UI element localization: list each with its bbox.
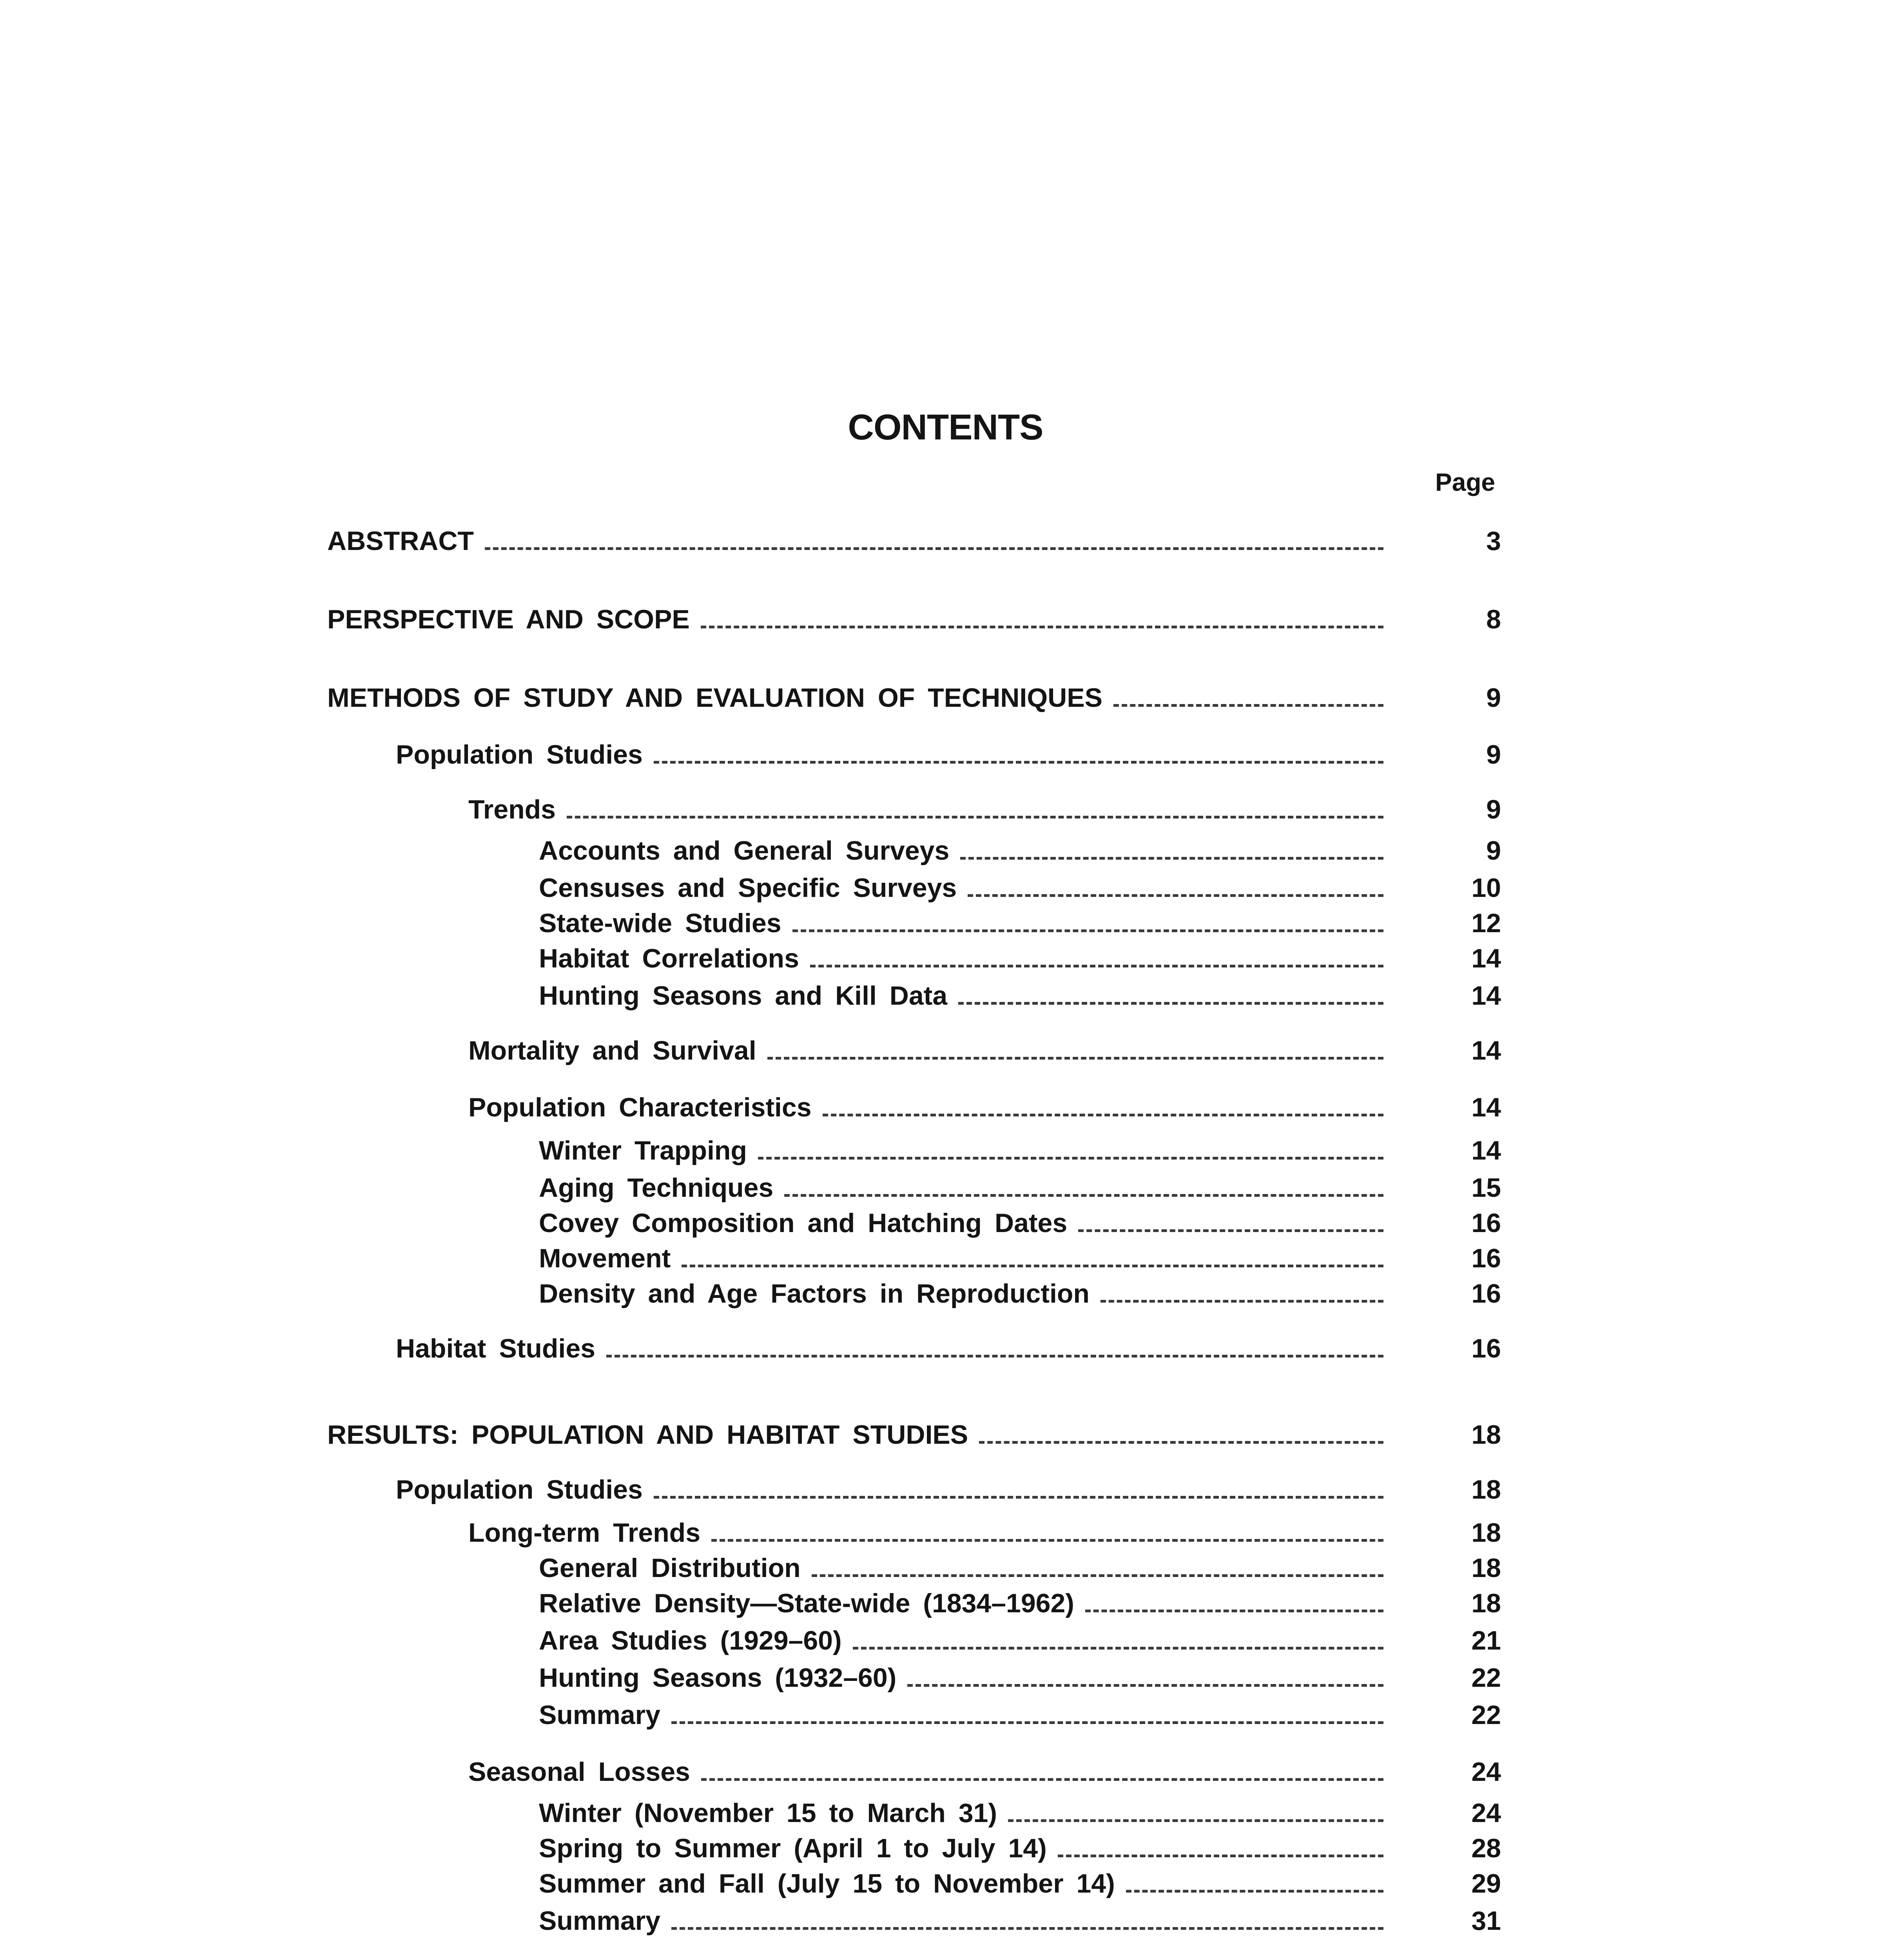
- toc-entry-page: 18: [1471, 1588, 1501, 1618]
- toc-entry-page: 18: [1471, 1420, 1501, 1450]
- toc-entry-label: ABSTRACT: [327, 526, 474, 556]
- toc-entry-label: State-wide Studies: [539, 908, 781, 938]
- toc-entry-label: Habitat Correlations: [539, 944, 799, 973]
- dot-leader: [758, 1157, 1383, 1160]
- toc-entry-page: 18: [1471, 1553, 1501, 1583]
- toc-entry-label: Seasonal Losses: [468, 1757, 690, 1787]
- toc-entry: [327, 678, 1501, 717]
- dot-leader: [485, 547, 1383, 550]
- dot-leader: [654, 761, 1383, 764]
- toc-entry-page: 22: [1471, 1700, 1501, 1730]
- toc-entry-label: Summer and Fall (July 15 to November 14): [539, 1869, 1115, 1898]
- dot-leader: [812, 1574, 1383, 1577]
- toc-entry-page: 12: [1471, 908, 1501, 938]
- toc-entry-label: Covey Composition and Hatching Dates: [539, 1208, 1068, 1238]
- dot-leader: [1113, 704, 1383, 707]
- toc-entry: [468, 1752, 1501, 1791]
- toc-entry-page: 31: [1471, 1906, 1501, 1936]
- toc-entry-label: Hunting Seasons and Kill Data: [539, 981, 948, 1011]
- dot-leader: [784, 1194, 1383, 1197]
- dot-leader: [1058, 1855, 1383, 1857]
- toc-entry: [539, 1864, 1501, 1903]
- toc-entry-label: [468, 1956, 823, 1960]
- toc-entry-page: 14: [1471, 944, 1501, 973]
- toc-entry-label: Trends: [468, 795, 556, 824]
- toc-entry: [539, 1695, 1501, 1735]
- toc-entry: [539, 1901, 1501, 1940]
- toc-entry-page: 14: [1471, 1036, 1501, 1065]
- toc-entry: [327, 1415, 1501, 1454]
- toc-entry-page: 16: [1471, 1243, 1501, 1273]
- toc-entry: [468, 1088, 1501, 1127]
- toc-entry-page: 18: [1471, 1475, 1501, 1504]
- toc-entry-label: Population Studies: [396, 1475, 643, 1504]
- dot-leader: [701, 626, 1383, 628]
- toc-entry-label: Mortality and Survival: [468, 1036, 756, 1065]
- toc-entry: [539, 1658, 1501, 1697]
- toc-entry-label: General Distribution: [539, 1553, 801, 1583]
- toc-entry-label: RESULTS: POPULATION AND HABITAT STUDIES: [327, 1420, 968, 1450]
- toc-entry-page: 22: [1471, 1663, 1501, 1693]
- toc-entry: [468, 1956, 1501, 1960]
- toc-entry: [468, 790, 1501, 829]
- dot-leader: [567, 816, 1383, 818]
- toc-entry-page: 14: [1471, 1136, 1501, 1165]
- toc-entry-label: Summary: [539, 1700, 660, 1730]
- dot-leader: [654, 1496, 1383, 1499]
- toc-entry-label: Censuses and Specific Surveys: [539, 873, 957, 903]
- dot-leader: [606, 1355, 1383, 1357]
- dot-leader: [823, 1114, 1383, 1116]
- toc-entry-page: 9: [1486, 795, 1501, 824]
- toc-entry-label: Population Characteristics: [468, 1093, 812, 1122]
- dot-leader: [810, 965, 1383, 967]
- toc-entry-label: Aging Techniques: [539, 1173, 774, 1203]
- toc-entry-page: 16: [1471, 1334, 1501, 1363]
- toc-entry: [539, 939, 1501, 978]
- toc-entry-page: 16: [1471, 1279, 1501, 1308]
- toc-entry: [539, 1168, 1501, 1207]
- toc-entry: [539, 1548, 1501, 1588]
- toc-entry-label: Area Studies (1929–60): [539, 1626, 842, 1655]
- dot-leader: [701, 1778, 1383, 1781]
- toc-entry: [396, 1470, 1501, 1509]
- toc-entry: [539, 1274, 1501, 1313]
- dot-leader: [767, 1057, 1383, 1060]
- dot-leader: [907, 1684, 1383, 1687]
- toc-entry: [468, 1513, 1501, 1552]
- toc-entry-label: Population Studies: [396, 740, 643, 769]
- toc-entry-page: 10: [1471, 873, 1501, 903]
- dot-leader: [671, 1721, 1383, 1724]
- toc-entry-page: 18: [1471, 1518, 1501, 1548]
- dot-leader: [968, 894, 1383, 897]
- toc-entry-label: Hunting Seasons (1932–60): [539, 1663, 897, 1693]
- toc-entry: [327, 600, 1501, 639]
- toc-entry-page: 9: [1486, 836, 1501, 866]
- toc-entry-page: 14: [1471, 1093, 1501, 1122]
- toc-entry-label: Movement: [539, 1243, 671, 1273]
- toc-entry-page: 8: [1486, 604, 1501, 634]
- dot-leader: [853, 1647, 1383, 1650]
- toc-entry-label: Winter (November 15 to March 31): [539, 1798, 997, 1828]
- toc-entry: [539, 904, 1501, 943]
- toc-entry-page: 16: [1471, 1208, 1501, 1238]
- dot-leader: [1085, 1610, 1383, 1612]
- toc-entry: [539, 831, 1501, 870]
- toc-entry-label: Accounts and General Surveys: [539, 836, 950, 866]
- toc-entry-page: 28: [1471, 1833, 1501, 1863]
- toc-entry-page: 9: [1486, 683, 1501, 713]
- dot-leader: [682, 1265, 1383, 1267]
- dot-leader: [1078, 1229, 1383, 1232]
- dot-leader: [1101, 1300, 1383, 1303]
- toc-entry-label: PERSPECTIVE AND SCOPE: [327, 604, 690, 634]
- dot-leader: [711, 1539, 1383, 1542]
- toc-entry-label: Habitat Studies: [396, 1334, 595, 1363]
- toc-entry-page: 9: [1486, 740, 1501, 769]
- toc-entry-label: Spring to Summer (April 1 to July 14): [539, 1833, 1047, 1863]
- toc-entry-page: 21: [1471, 1626, 1501, 1655]
- toc-entry-label: Summary: [539, 1906, 660, 1936]
- page-column-header: Page: [1435, 468, 1495, 496]
- toc-entry: [539, 1829, 1501, 1868]
- toc-entry-label: Long-term Trends: [468, 1518, 701, 1548]
- dot-leader: [979, 1441, 1383, 1444]
- toc-entry-label: Density and Age Factors in Reproduction: [539, 1279, 1090, 1308]
- toc-entry: [396, 735, 1501, 774]
- dot-leader: [1126, 1890, 1383, 1893]
- toc-entry-page: 24: [1471, 1757, 1501, 1787]
- toc-entry-page: 3: [1486, 526, 1501, 556]
- toc-entry-page: [1383, 1956, 1501, 1960]
- dot-leader: [671, 1927, 1383, 1930]
- toc-entry: [539, 1793, 1501, 1833]
- toc-entry: [539, 1203, 1501, 1243]
- toc-entry-page: 14: [1471, 981, 1501, 1011]
- toc-entry: [539, 976, 1501, 1015]
- dot-leader: [792, 929, 1383, 932]
- toc-entry-label: METHODS OF STUDY AND EVALUATION OF TECHNIQUES: [327, 683, 1102, 713]
- toc-entry: [539, 1584, 1501, 1623]
- toc-entry: [539, 868, 1501, 907]
- toc-entry: [539, 1239, 1501, 1278]
- toc-entry: [327, 521, 1501, 561]
- page-title: CONTENTS: [848, 407, 1043, 447]
- toc-entry: [539, 1131, 1501, 1170]
- dot-leader: [960, 857, 1383, 860]
- dot-leader: [1008, 1819, 1383, 1822]
- toc-entry-page: 29: [1471, 1869, 1501, 1898]
- toc-entry-label: Relative Density—State-wide (1834–1962): [539, 1588, 1074, 1618]
- toc-entry-label: Winter Trapping: [539, 1136, 747, 1165]
- toc-entry: [396, 1329, 1501, 1368]
- dot-leader: [958, 1002, 1383, 1005]
- toc-entry: [539, 1621, 1501, 1660]
- toc-entry-page: 24: [1471, 1798, 1501, 1828]
- toc-entry-page: 15: [1471, 1173, 1501, 1203]
- toc-entry: [468, 1031, 1501, 1070]
